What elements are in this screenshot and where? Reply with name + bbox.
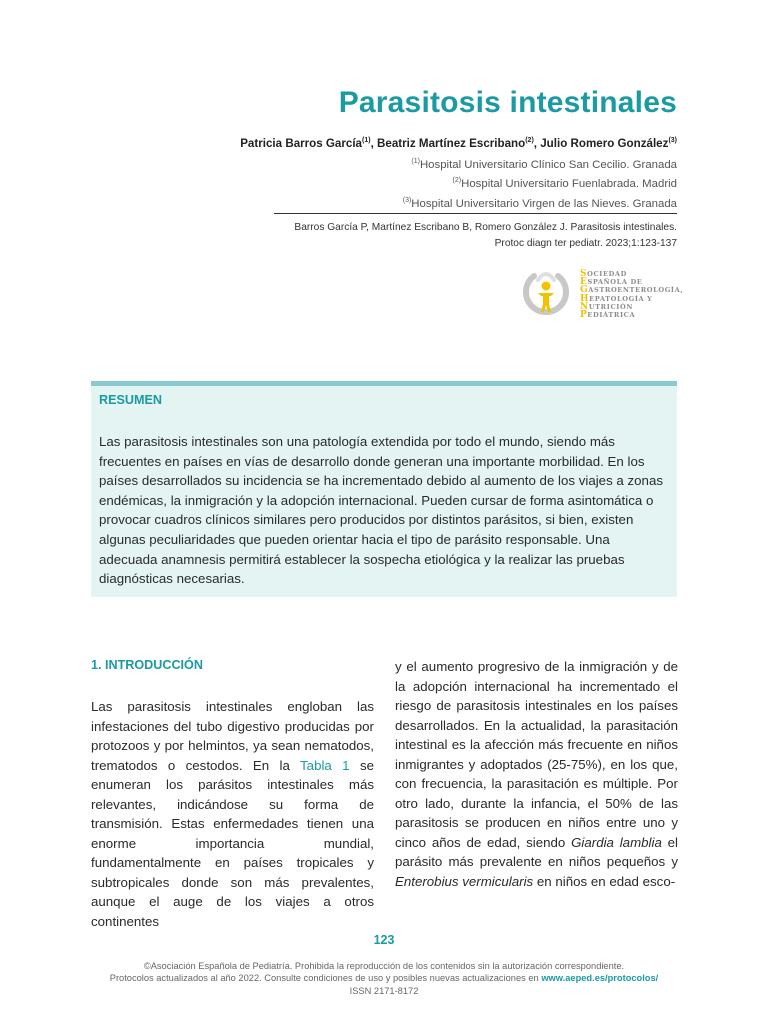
logo-word: UTRICIÓN xyxy=(588,302,633,311)
species-name: Enterobius vermicularis xyxy=(395,873,534,889)
logo-line xyxy=(580,270,683,278)
logo-initial: S xyxy=(580,269,588,279)
table-1-link[interactable]: Tabla 1 xyxy=(300,757,350,773)
copyright-line: ©Asociación Española de Pediatría. Prohibida la reproducción de los contenidos sin la autorización correspondiente. xyxy=(143,961,625,971)
affiliation-ref: (3) xyxy=(402,196,412,204)
logo-line xyxy=(580,303,683,311)
summary-box xyxy=(91,381,677,597)
logo-word: OCIEDAD xyxy=(587,270,627,278)
citation xyxy=(294,220,677,252)
author-separator: , xyxy=(370,137,378,150)
protocols-link[interactable]: www.aeped.es/protocolos/ xyxy=(541,973,659,984)
logo-initial: G xyxy=(580,285,589,296)
summary-text: Las parasitosis intestinales son una patología extendida por todo el mundo, siendo más frecuentes en países en vías de desarrollo donde generan una importante morbilidad. En los países desarrollados su incidencia se ha incrementado debido al aumento de los viajes a zonas endémicas, la inmigración y la adopción internacional. Pueden cursar de forma asintomática o provocar cuadros clínicos similares pero producidos por distintos parásitos, si bien, existen algunas peculiaridades que pueden orientar hacia el tipo de parásito responsable. Una adecuada anamnesis permitirá establecer la sospecha etiológica y la realizar las pruebas diagnósticas necesarias. xyxy=(99,434,663,587)
issn: ISSN 2171-8172 xyxy=(349,985,419,996)
update-line xyxy=(0,972,768,984)
author-name: Patricia Barros García xyxy=(240,137,363,150)
logo-initial: E xyxy=(580,277,588,288)
author-ref: (1) xyxy=(362,137,371,145)
logo-word: EDIÁTRICA xyxy=(587,311,636,320)
affiliation-text: Hospital Universitario Virgen de las Nieves. Granada xyxy=(411,197,677,210)
header-divider xyxy=(274,213,677,214)
article-title: Parasitosis intestinales xyxy=(338,86,677,119)
affiliation xyxy=(403,193,677,212)
citation-line: Protoc diagn ter pediatr. 2023;1:123-137 xyxy=(494,238,677,249)
affiliation-ref: (1) xyxy=(411,158,420,165)
body-column-left xyxy=(91,697,374,931)
society-logo-text xyxy=(580,270,683,319)
author-ref: (3) xyxy=(668,137,677,145)
logo-line xyxy=(580,295,683,303)
affiliation-text: Hospital Universitario Clínico San Cecilio. Granada xyxy=(419,158,677,171)
summary-heading: RESUMEN xyxy=(99,393,162,407)
footer xyxy=(0,960,768,997)
affiliation-ref: (2) xyxy=(452,177,462,185)
affiliation xyxy=(403,154,677,173)
logo-line xyxy=(580,311,683,319)
logo-initial: N xyxy=(580,301,589,312)
logo-initial: P xyxy=(580,310,588,321)
body-text: el parásito más prevalente en niños pequeños y xyxy=(395,834,678,869)
body-text: Las parasitosis intestinales engloban las infestaciones del tubo digestivo producidas por protozoos y por helmintos, ya sean nematodos, trematodos o cestodos. En la xyxy=(91,699,374,773)
logo-initial: H xyxy=(580,293,590,304)
logo-word: ASTROENTEROLOGÍA, xyxy=(588,286,684,295)
author-name: Julio Romero González xyxy=(540,137,669,150)
author-separator: , xyxy=(533,137,541,150)
author-list xyxy=(240,137,677,150)
body-text: se enumeran los parásitos intestinales más relevantes, indicándose su forma de transmisión. Estas enfermedades tienen una enorme importancia mundial, fundamentalmente en países tropicales y subtropicales donde son más prevalentes, aunque el auge de los viajes a otros continentes xyxy=(91,757,374,929)
affiliation-list xyxy=(403,154,677,212)
affiliation xyxy=(403,173,677,192)
logo-word: EPATOLOGÍA Y xyxy=(589,294,653,303)
species-name: Giardia lamblia xyxy=(571,834,662,850)
logo-line xyxy=(580,286,683,294)
body-column-right xyxy=(395,657,678,891)
logo-word: SPAÑOLA DE xyxy=(587,278,643,287)
update-text: Protocolos actualizados al año 2022. Consulte condiciones de uso y posibles nuevas actualizaciones en xyxy=(109,973,542,984)
author-ref: (2) xyxy=(525,137,534,145)
page-number: 123 xyxy=(373,933,395,947)
body-text: y el aumento progresivo de la inmigración y de la adopción internacional ha incrementado el riesgo de parasitosis intestinales en los países desarrollados. En la actualidad, la parasitación intestinal es la afección más frecuente en niños inmigrantes y adoptados (25-75%), en los que, con frecuencia, la parasitación es múltiple. Por otro lado, durante la infancia, el 50% de las parasitosis se producen en niños entre uno y cinco años de edad, siendo xyxy=(395,659,678,850)
section-heading: 1. INTRODUCCIÓN xyxy=(91,658,203,672)
body-text: en niños en edad esco- xyxy=(533,873,676,889)
affiliation-text: Hospital Universitario Fuenlabrada. Madrid xyxy=(461,178,677,191)
author-name: Beatriz Martínez Escribano xyxy=(377,137,526,150)
citation-line: Barros García P, Martínez Escribano B, Romero González J. Parasitosis intestinales. xyxy=(294,222,677,233)
